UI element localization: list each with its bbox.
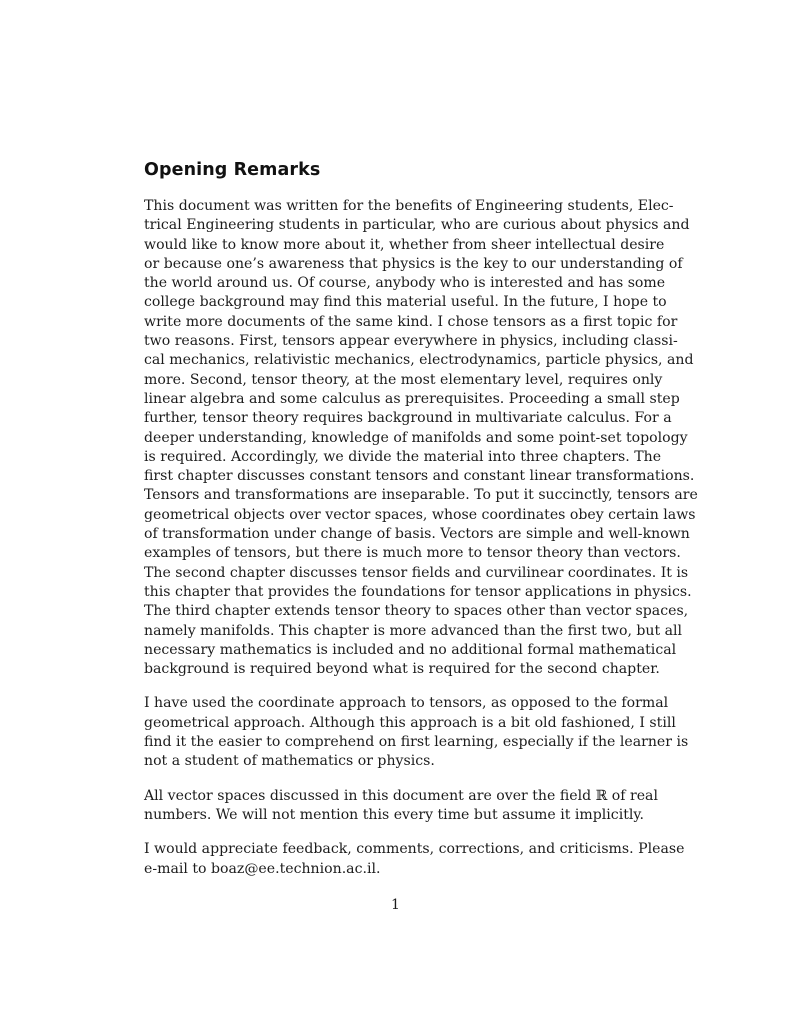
paragraph-feedback xyxy=(144,840,685,879)
text-line: The second chapter discusses tensor fields and curvilinear coordinates. It is xyxy=(144,564,689,581)
text-line: linear algebra and some calculus as prerequisites. Proceeding a small step xyxy=(144,390,680,407)
text-line: first chapter discusses constant tensors and constant linear transformations. xyxy=(144,468,695,485)
page-number: 1 xyxy=(391,897,400,913)
text-line: background is required beyond what is required for the second chapter. xyxy=(144,661,660,678)
text-line: further, tensor theory requires background in multivariate calculus. For a xyxy=(144,410,672,427)
text-line: of transformation under change of basis. Vectors are simple and well-known xyxy=(144,526,690,543)
text-line: necessary mathematics is included and no additional formal mathematical xyxy=(144,641,677,658)
text-line: write more documents of the same kind. I chose tensors as a first topic for xyxy=(144,313,678,330)
text-line: would like to know more about it, whether from sheer intellectual desire xyxy=(144,236,665,253)
text-line: e-mail to boaz@ee.technion.ac.il. xyxy=(144,860,381,877)
text-line: deeper understanding, knowledge of manifolds and some point-set topology xyxy=(144,429,688,446)
text-line: I have used the coordinate approach to tensors, as opposed to the formal xyxy=(144,695,669,712)
text-line: not a student of mathematics or physics. xyxy=(144,753,435,770)
text-line: college background may find this material useful. In the future, I hope to xyxy=(144,294,667,311)
text-line: Tensors and transformations are inseparable. To put it succinctly, tensors are xyxy=(144,487,698,504)
text-line: All vector spaces discussed in this document are over the field ℝ of real xyxy=(144,787,658,804)
text-line: cal mechanics, relativistic mechanics, electrodynamics, particle physics, and xyxy=(144,352,694,369)
text-line: examples of tensors, but there is much more to tensor theory than vectors. xyxy=(144,545,681,562)
text-line: I would appreciate feedback, comments, corrections, and criticisms. Please xyxy=(144,841,685,858)
paragraph-approach xyxy=(144,694,689,771)
text-line: geometrical objects over vector spaces, whose coordinates obey certain laws xyxy=(144,506,696,523)
text-line: This document was written for the benefits of Engineering students, Elec- xyxy=(144,198,674,214)
text-line: is required. Accordingly, we divide the material into three chapters. The xyxy=(144,448,662,465)
text-line: or because one’s awareness that physics is the key to our understanding of xyxy=(144,255,683,272)
paragraph-intro xyxy=(144,197,698,679)
text-line: geometrical approach. Although this approach is a bit old fashioned, I still xyxy=(144,714,676,731)
text-line: two reasons. First, tensors appear everywhere in physics, including classi- xyxy=(144,333,678,350)
text-line: the world around us. Of course, anybody who is interested and has some xyxy=(144,275,666,292)
paragraph-vector-spaces xyxy=(144,787,658,826)
text-line: more. Second, tensor theory, at the most elementary level, requires only xyxy=(144,371,663,388)
body-text xyxy=(144,197,698,894)
text-line: namely manifolds. This chapter is more advanced than the first two, but all xyxy=(144,622,683,639)
text-line: numbers. We will not mention this every time but assume it implicitly. xyxy=(144,806,644,823)
text-line: The third chapter extends tensor theory to spaces other than vector spaces, xyxy=(144,603,689,620)
text-line: trical Engineering students in particular, who are curious about physics and xyxy=(144,217,690,234)
text-line: find it the easier to comprehend on first learning, especially if the learner is xyxy=(144,734,689,751)
section-heading: Opening Remarks xyxy=(144,160,321,180)
text-line: this chapter that provides the foundations for tensor applications in physics. xyxy=(144,583,692,600)
